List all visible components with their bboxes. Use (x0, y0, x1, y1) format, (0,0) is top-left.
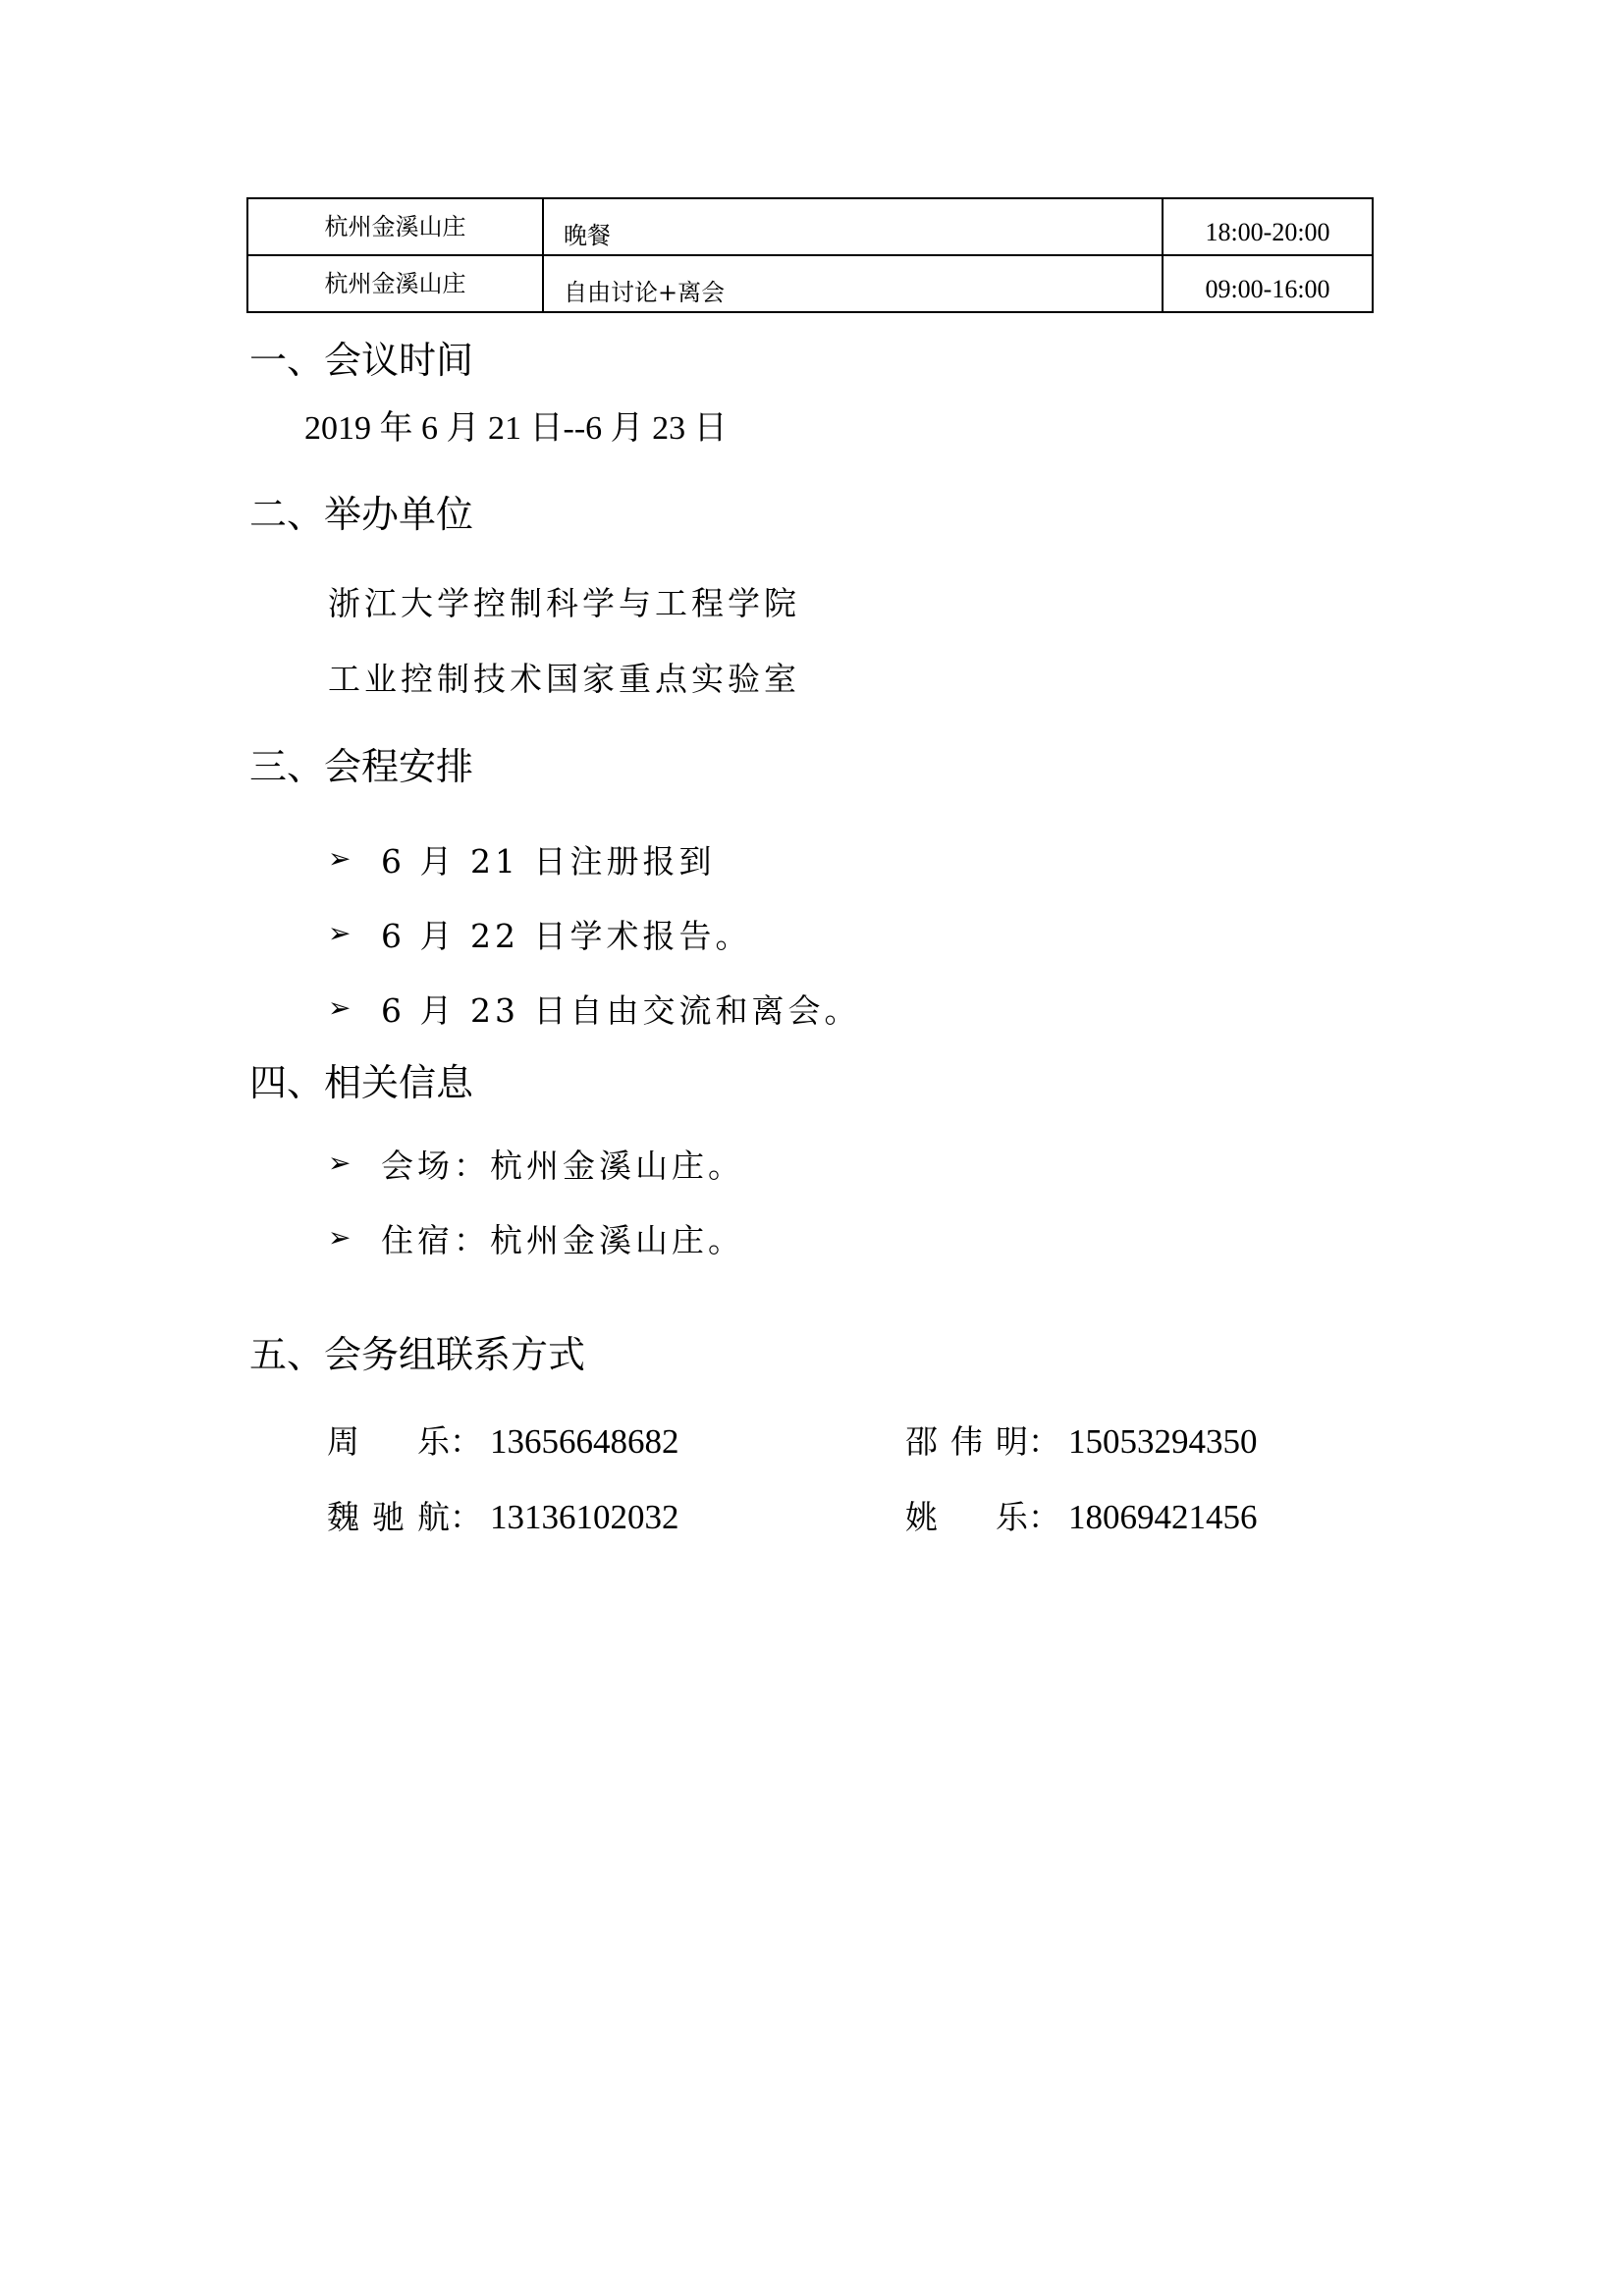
agenda-item-text: 6 月 23 日自由交流和离会。 (381, 990, 861, 1030)
agenda-item-text: 6 月 21 日注册报到 (381, 841, 716, 881)
info-item-text: 住宿：杭州金溪山庄。 (381, 1220, 744, 1259)
time-text: 18:00-20:00 (1205, 218, 1330, 246)
arrow-right-icon: ➢ (328, 991, 352, 1024)
contact-entry (327, 1416, 679, 1463)
venue-cell (247, 255, 543, 312)
event-cell (543, 198, 1163, 255)
heading-organizers: 二、举办单位 (249, 493, 474, 536)
heading-meeting-time: 一、会议时间 (249, 339, 474, 382)
arrow-right-icon: ➢ (328, 1147, 352, 1179)
agenda-item (328, 839, 715, 879)
agenda-item-text: 6 月 22 日学术报告。 (381, 916, 752, 955)
info-item (328, 1218, 744, 1257)
info-item-text: 会场：杭州金溪山庄。 (381, 1146, 744, 1185)
organizer-line: 浙江大学控制科学与工程学院 (328, 584, 800, 622)
venue-text: 杭州金溪山庄 (324, 212, 466, 240)
organizer-line: 工业控制技术国家重点实验室 (328, 660, 800, 698)
heading-info: 四、相关信息 (249, 1061, 474, 1104)
event-text: 自由讨论+离会 (564, 278, 726, 306)
heading-contacts: 五、会务组联系方式 (249, 1333, 586, 1376)
table-row (247, 198, 1373, 255)
meeting-date: 2019 年 6 月 21 日--6 月 23 日 (304, 410, 728, 447)
contact-phone: 13136102032 (490, 1498, 679, 1536)
contact-name: 魏驰航 (327, 1498, 450, 1536)
contact-phone: 15053294350 (1068, 1422, 1258, 1461)
contact-separator: ： (1028, 1422, 1060, 1461)
contact-separator: ： (450, 1498, 482, 1536)
venue-text: 杭州金溪山庄 (324, 269, 466, 297)
arrow-right-icon: ➢ (328, 842, 352, 875)
agenda-item (328, 988, 860, 1028)
contact-entry (905, 1416, 1258, 1463)
contact-entry (905, 1492, 1258, 1538)
info-item (328, 1144, 744, 1183)
heading-agenda: 三、会程安排 (249, 745, 474, 788)
contact-entry (327, 1492, 679, 1538)
time-cell (1163, 198, 1373, 255)
time-text: 09:00-16:00 (1205, 275, 1330, 303)
arrow-right-icon: ➢ (328, 917, 352, 949)
venue-cell (247, 198, 543, 255)
event-cell (543, 255, 1163, 312)
time-cell (1163, 255, 1373, 312)
contact-phone: 18069421456 (1068, 1498, 1258, 1536)
contact-separator: ： (1028, 1498, 1060, 1536)
contact-name: 姚乐 (905, 1498, 1028, 1536)
event-text: 晚餐 (564, 221, 611, 249)
arrow-right-icon: ➢ (328, 1221, 352, 1254)
contact-name: 周乐 (327, 1422, 450, 1461)
contact-name: 邵伟明 (905, 1422, 1028, 1461)
contact-phone: 13656648682 (490, 1422, 679, 1461)
contact-separator: ： (450, 1422, 482, 1461)
schedule-table (246, 197, 1374, 313)
agenda-item (328, 914, 751, 953)
table-row (247, 255, 1373, 312)
